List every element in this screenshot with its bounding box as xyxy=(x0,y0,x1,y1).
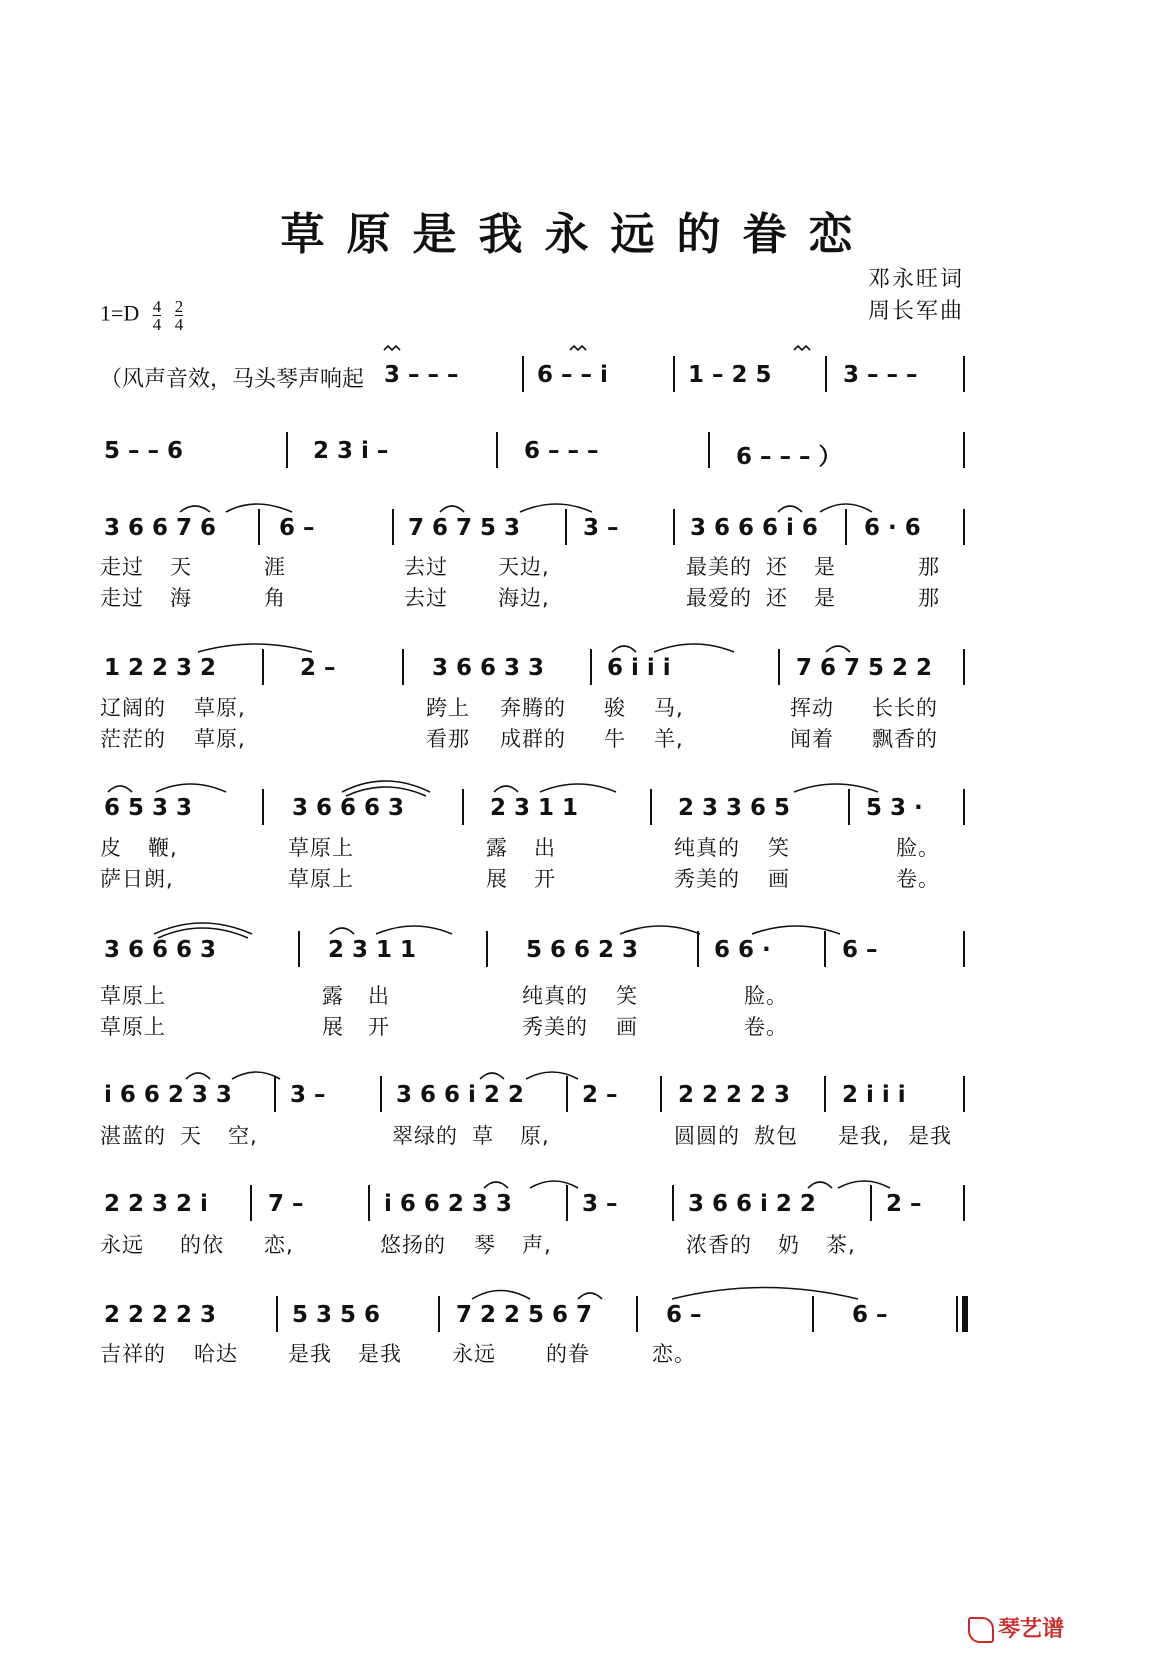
measure: i 6 6 2 3 3 xyxy=(384,1191,512,1217)
slur xyxy=(480,1073,504,1079)
lyric-word: 奶 xyxy=(778,1233,800,1257)
lyricist-credit: 邓永旺词 xyxy=(868,267,965,292)
measure: 7 – xyxy=(268,1191,304,1217)
lyric-word: 展 xyxy=(322,1015,344,1039)
lyric-word: 草原上 xyxy=(288,836,354,860)
lyric-word: 那 xyxy=(918,586,940,610)
measure: 2 2 2 2 3 xyxy=(104,1302,217,1328)
lyric-word: 成群的 xyxy=(500,727,566,751)
measure: 3 – – – xyxy=(384,362,459,388)
lyric-word: 卷。 xyxy=(744,1015,788,1039)
lyric-word: 纯真的 xyxy=(674,836,740,860)
lyric-word: 卷。 xyxy=(896,867,940,891)
time-sig-2-den: 4 xyxy=(174,315,184,334)
lyric-word: 声, xyxy=(522,1233,552,1257)
lyric-word: 画 xyxy=(768,867,790,891)
lyric-word: 海边, xyxy=(498,586,550,610)
measure: 2 – xyxy=(582,1082,618,1108)
slur xyxy=(346,787,426,796)
slur xyxy=(654,644,734,652)
lyric-word: 羊, xyxy=(654,727,684,751)
lyric-word: 看那 xyxy=(426,727,470,751)
composer-credit: 周长军曲 xyxy=(868,299,965,324)
slur xyxy=(158,928,248,938)
slur xyxy=(526,1072,578,1079)
measure: 3 6 6 6 3 xyxy=(292,795,405,821)
measure: 6 – xyxy=(842,937,878,963)
measure: 7 6 7 5 3 xyxy=(408,515,521,541)
lyric-word: 是我 xyxy=(288,1342,332,1366)
lyric-word: 脸。 xyxy=(744,984,788,1008)
lyric-word: 最爱的 xyxy=(686,586,752,610)
lyric-word: 萨日朗, xyxy=(100,867,174,891)
lyric-word: 的眷 xyxy=(546,1342,590,1366)
lyric-word: 天边, xyxy=(498,555,550,579)
measure: 6 – – – xyxy=(524,438,599,464)
lyric-word: 去过 xyxy=(404,586,448,610)
lyric-word: 还 xyxy=(766,586,788,610)
lyric-word: 恋。 xyxy=(652,1342,696,1366)
measure: 5 3 · xyxy=(866,795,923,821)
lyric-word: 的依 xyxy=(180,1233,224,1257)
lyric-word: 牛 xyxy=(604,727,626,751)
slur xyxy=(226,504,292,512)
measure: 6 i i i xyxy=(607,655,671,681)
lyric-word: 开 xyxy=(368,1015,390,1039)
slur xyxy=(198,644,312,652)
lyric-word: 是 xyxy=(814,555,836,579)
lyric-word: 空, xyxy=(228,1124,258,1148)
slur xyxy=(472,1291,530,1300)
lyric-word: 出 xyxy=(368,984,390,1008)
lyric-word: 走过 xyxy=(100,586,144,610)
measure: 3 – xyxy=(582,1191,618,1217)
slur xyxy=(180,506,210,512)
lyric-word: 出 xyxy=(534,836,556,860)
mordent-mark xyxy=(794,346,810,350)
lyric-word: 悠扬的 xyxy=(380,1233,446,1257)
lyric-word: 草原上 xyxy=(288,867,354,891)
measure: 2 3 1 1 xyxy=(490,795,579,821)
lyric-word: 那 xyxy=(918,555,940,579)
lyric-word: 永远 xyxy=(452,1342,496,1366)
lyric-word: 跨上 xyxy=(426,696,470,720)
slur xyxy=(484,1182,508,1188)
measure: 2 2 3 2 i xyxy=(104,1191,208,1217)
key-label: 1=D xyxy=(100,300,140,326)
measure: 2 3 3 6 5 xyxy=(678,795,791,821)
lyric-word: 琴 xyxy=(474,1233,496,1257)
watermark-text: 琴艺谱 xyxy=(998,1617,1065,1642)
measure: 6 – xyxy=(852,1302,888,1328)
time-sig-1-den: 4 xyxy=(152,315,162,334)
lyric-word: 骏 xyxy=(604,696,626,720)
lyric-word: 露 xyxy=(322,984,344,1008)
measure: 6 6 · xyxy=(714,937,771,963)
lyric-word: 草原, xyxy=(194,696,246,720)
measure: 3 6 6 6 3 xyxy=(104,937,217,963)
lyric-word: 天 xyxy=(170,555,192,579)
lyric-word: 皮 xyxy=(100,836,122,860)
lyric-word: 草原, xyxy=(194,727,246,751)
measure: 2 3 1 1 xyxy=(328,937,417,963)
slur xyxy=(808,1182,832,1188)
slur xyxy=(440,506,464,512)
measure: 2 i i i xyxy=(842,1082,906,1108)
lyric-word: 是我, xyxy=(838,1124,890,1148)
measure: 6 5 3 3 xyxy=(104,795,193,821)
slur xyxy=(156,784,226,792)
lyric-word: 原, xyxy=(520,1124,550,1148)
lyric-word: 最美的 xyxy=(686,555,752,579)
lyric-word: 展 xyxy=(486,867,508,891)
measure: 3 6 6 3 3 xyxy=(432,655,545,681)
lyric-word: 奔腾的 xyxy=(500,696,566,720)
lyric-word: 露 xyxy=(486,836,508,860)
slur xyxy=(612,646,636,652)
measure: 7 6 7 5 2 2 xyxy=(796,655,933,681)
lyric-word: 挥动 xyxy=(790,696,834,720)
lyric-word: 草原上 xyxy=(100,984,166,1008)
slur xyxy=(778,506,802,512)
lyric-word: 笑 xyxy=(768,836,790,860)
measure: 2 2 2 2 3 xyxy=(678,1082,791,1108)
slur xyxy=(232,1072,280,1079)
lyric-word: 长长的 xyxy=(872,696,938,720)
lyric-word: 哈达 xyxy=(194,1342,238,1366)
time-sig-2-num: 2 xyxy=(174,297,184,316)
mordent-mark xyxy=(384,346,400,350)
measure: 1 – 2 5 xyxy=(688,362,772,388)
lyric-word: 笑 xyxy=(616,984,638,1008)
lyric-word: 浓香的 xyxy=(686,1233,752,1257)
lyric-word: 秀美的 xyxy=(522,1015,588,1039)
measure: 6 – – – ） xyxy=(736,444,842,470)
lyric-word: 敖包 xyxy=(754,1124,798,1148)
watermark xyxy=(968,1612,1064,1643)
lyric-word: 秀美的 xyxy=(674,867,740,891)
measure: 3 6 6 i 2 2 xyxy=(396,1082,524,1108)
mordent-mark xyxy=(570,346,586,350)
measure: 3 6 6 i 2 2 xyxy=(688,1191,816,1217)
measure: 3 – xyxy=(290,1082,326,1108)
lyric-word: 天 xyxy=(180,1124,202,1148)
slur xyxy=(672,1288,858,1300)
lyric-word: 角 xyxy=(264,586,286,610)
lyric-word: 去过 xyxy=(404,555,448,579)
lyric-word: 是我 xyxy=(358,1342,402,1366)
measure: i 6 6 2 3 3 xyxy=(104,1082,232,1108)
measure: 5 3 5 6 xyxy=(292,1302,381,1328)
slur xyxy=(108,786,132,792)
measure: 3 6 6 6 i 6 xyxy=(690,515,818,541)
measure: 2 3 i – xyxy=(313,438,389,464)
measure: 3 6 6 7 6 xyxy=(104,515,217,541)
lyric-word: 鞭, xyxy=(148,836,178,860)
measure: 6 – xyxy=(279,515,315,541)
measure: 5 6 6 2 3 xyxy=(526,937,639,963)
lyric-word: 是我 xyxy=(908,1124,952,1148)
lyric-word: 涯 xyxy=(264,555,286,579)
lyric-word: 茫茫的 xyxy=(100,727,166,751)
lyric-word: 恋, xyxy=(264,1233,294,1257)
lyric-word: 走过 xyxy=(100,555,144,579)
slur xyxy=(820,504,872,512)
score-title: 草原是我永远的眷恋 xyxy=(280,209,875,260)
slur xyxy=(794,784,878,792)
measure: 2 – xyxy=(300,655,336,681)
slur xyxy=(330,928,354,934)
lyric-word: 闻着 xyxy=(790,727,834,751)
lyric-word: 草原上 xyxy=(100,1015,166,1039)
measure: 1 2 2 3 2 xyxy=(104,655,217,681)
lyric-word: 永远 xyxy=(100,1233,144,1257)
lyric-word: 还 xyxy=(766,555,788,579)
measure: 3 – – – xyxy=(843,362,918,388)
slur xyxy=(186,1073,210,1079)
lyric-word: 草 xyxy=(472,1124,494,1148)
measure: 3 – xyxy=(583,515,619,541)
slur xyxy=(376,926,452,934)
lyric-word: 翠绿的 xyxy=(392,1124,458,1148)
measure: 6 · 6 xyxy=(864,515,921,541)
measure: 2 – xyxy=(886,1191,922,1217)
intro-text: （风声音效，马头琴声响起 xyxy=(100,367,365,392)
slur xyxy=(752,926,840,934)
lyric-word: 辽阔的 xyxy=(100,696,166,720)
slur xyxy=(540,784,616,792)
slur xyxy=(838,1181,890,1188)
slur xyxy=(578,1293,602,1299)
lyric-word: 画 xyxy=(616,1015,638,1039)
lyric-word: 湛蓝的 xyxy=(100,1124,166,1148)
measure: 5 – – 6 xyxy=(104,438,184,464)
slur xyxy=(530,1181,578,1188)
lyric-word: 吉祥的 xyxy=(100,1342,166,1366)
lyric-word: 开 xyxy=(534,867,556,891)
lyric-word: 茶, xyxy=(826,1233,856,1257)
lyric-word: 飘香的 xyxy=(872,727,938,751)
lyric-word: 海 xyxy=(170,586,192,610)
time-sig-1-num: 4 xyxy=(152,297,162,316)
lyric-word: 纯真的 xyxy=(522,984,588,1008)
slur xyxy=(494,786,518,792)
slur xyxy=(826,646,850,652)
watermark-logo-icon xyxy=(968,1617,994,1643)
slur xyxy=(520,504,592,512)
lyric-word: 圆圆的 xyxy=(674,1124,740,1148)
measure: 6 – xyxy=(666,1302,702,1328)
lyric-word: 脸。 xyxy=(896,836,940,860)
measure: 7 2 2 5 6 7 xyxy=(456,1302,593,1328)
lyric-word: 是 xyxy=(814,586,836,610)
measure: 6 – – i xyxy=(537,362,608,388)
slur xyxy=(620,926,700,934)
lyric-word: 马, xyxy=(654,696,684,720)
